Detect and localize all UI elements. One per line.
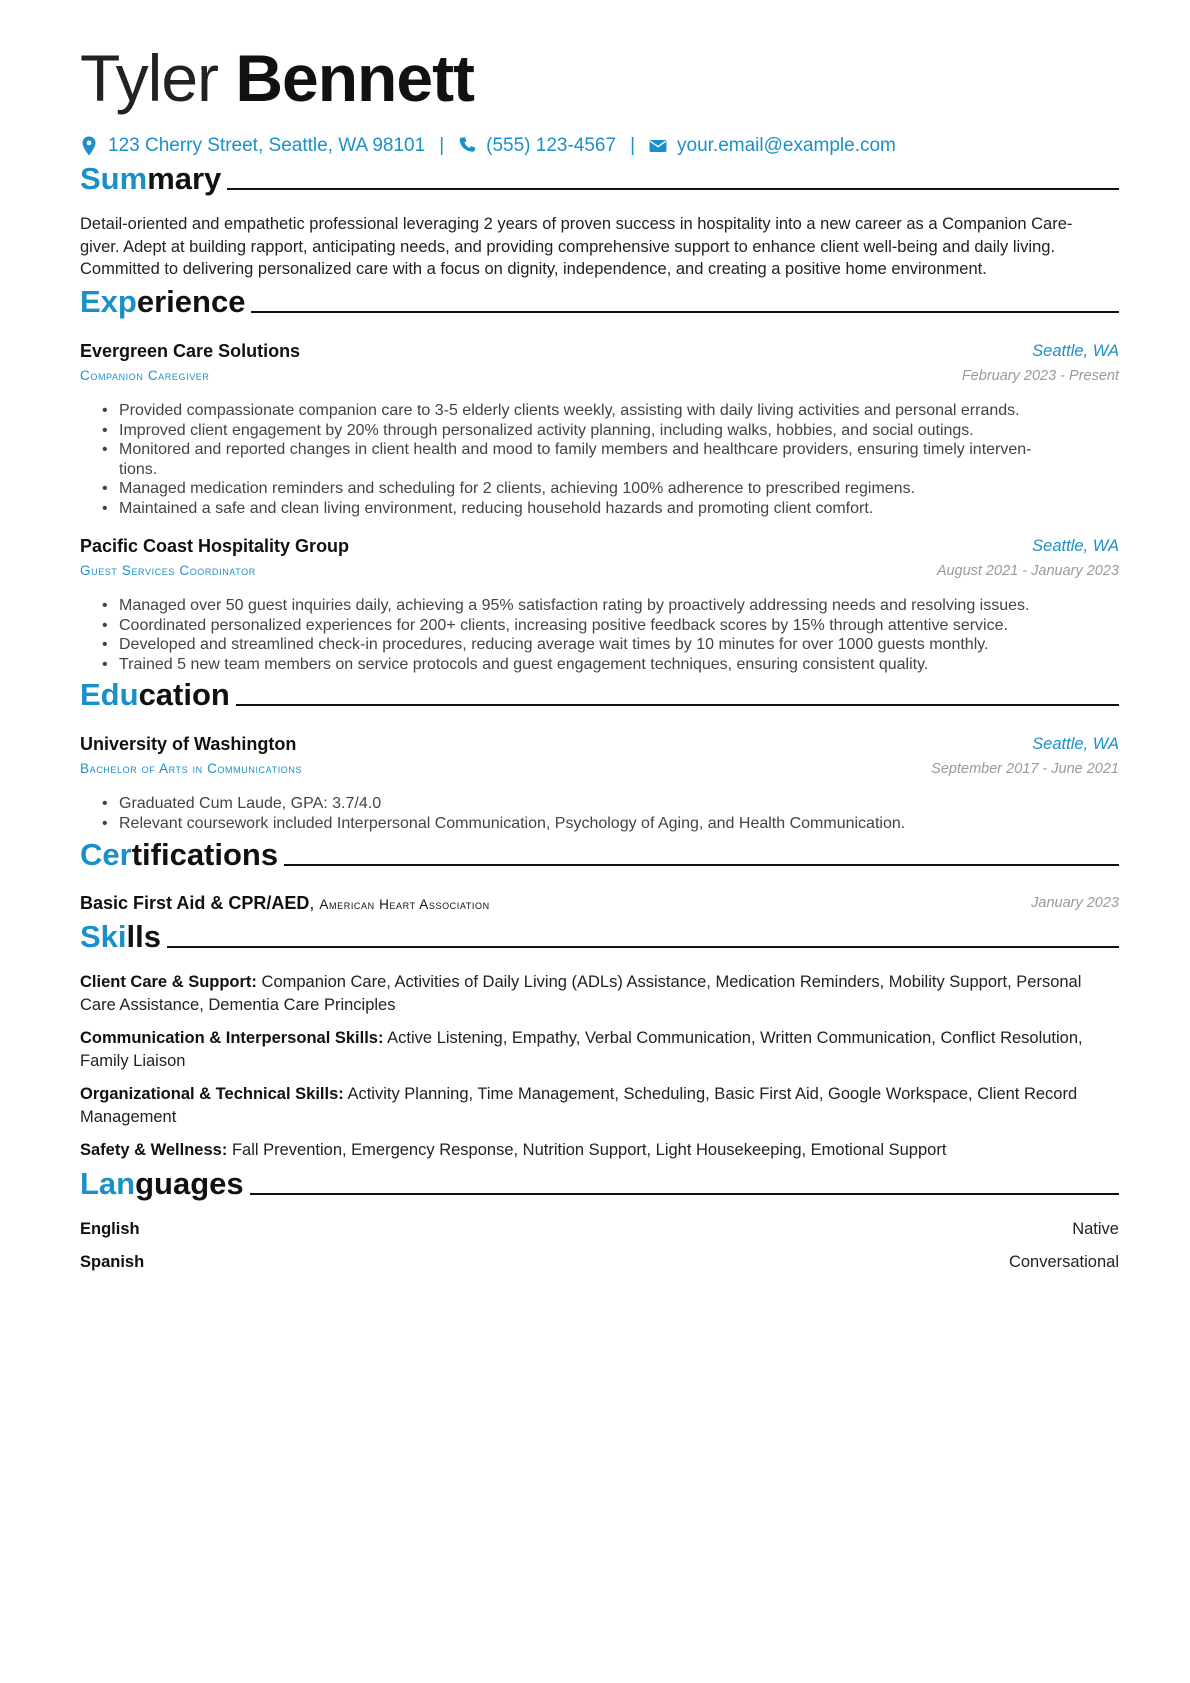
last-name: Bennett — [235, 41, 475, 115]
skill-group-label: Communication & Interpersonal Skills: — [80, 1029, 384, 1047]
certification-issuer: American Heart Association — [319, 897, 490, 912]
section-title: Skills — [80, 919, 161, 954]
education-location: Seattle, WA — [1032, 735, 1119, 753]
section-rule — [250, 1193, 1119, 1195]
section-title: Languages — [80, 1166, 244, 1201]
language-row — [80, 1218, 1119, 1240]
job-bullets — [102, 401, 1119, 518]
address-text: 123 Cherry Street, Seattle, WA 98101 — [108, 135, 426, 156]
contact-separator: | — [439, 135, 445, 156]
section-skills-heading — [80, 914, 1119, 956]
skill-group — [80, 971, 1119, 1016]
section-title: Summary — [80, 161, 222, 196]
list-item: • Provided compassionate companion care to 3-5 elderly clients weekly, assisting with daily living activities and personal errands. — [102, 401, 1119, 421]
section-certifications-heading — [80, 832, 1119, 874]
list-item: • Improved client engagement by 20% through personalized activity planning, including walks, hobbies, and social outings. — [102, 421, 1119, 441]
job-location: Seattle, WA — [1032, 537, 1119, 555]
skill-group — [80, 1083, 1119, 1128]
section-summary-heading — [80, 156, 1119, 198]
skill-group — [80, 1027, 1119, 1072]
skill-group-label: Safety & Wellness: — [80, 1141, 228, 1159]
language-name: Spanish — [80, 1253, 145, 1271]
section-rule — [227, 188, 1119, 190]
section-title: Experience — [80, 284, 246, 319]
skill-group-values: Companion Care, Activities of Daily Living (ADLs) Assistance, Medication Reminders, Mobility Support, Personal Care Assistance, Dementia Care Principles — [80, 973, 1082, 1014]
map-pin-icon — [80, 136, 98, 156]
section-rule — [236, 704, 1119, 706]
language-level: Conversational — [1008, 1253, 1119, 1271]
skill-group-label: Organizational & Technical Skills: — [80, 1085, 344, 1103]
education-school: University of Washington — [80, 734, 297, 754]
summary-text: Detail-oriented and empathetic professional leveraging 2 years of proven success in hospitality into a new career as a Companion Care- giver. Adept at building rapport, anticipating needs, and providing comprehensive support to enhance client well-being and daily living. Committed to delivering personalized care with a focus on dignity, independence, and creating a positive home environment. — [80, 215, 1073, 278]
section-rule — [251, 311, 1119, 313]
job-bullets — [102, 596, 1119, 674]
job-company: Evergreen Care Solutions — [80, 341, 301, 361]
certification-item: Basic First Aid & CPR/AED, American Heart Association — [80, 893, 490, 913]
section-title: Certifications — [80, 837, 279, 872]
skill-group-values: Activity Planning, Time Management, Scheduling, Basic First Aid, Google Workspace, Client Record Management — [80, 1085, 1078, 1126]
job-role: Guest Services Coordinator — [80, 563, 256, 578]
envelope-icon — [649, 136, 667, 156]
education-bullets — [102, 794, 1119, 833]
contact-separator: | — [630, 135, 636, 156]
job-location: Seattle, WA — [1032, 342, 1119, 360]
email-link[interactable]: your.email@example.com — [677, 135, 896, 156]
certification-date: January 2023 — [1031, 895, 1119, 911]
certification-name: Basic First Aid & CPR/AED — [80, 893, 310, 913]
skill-group-values: Fall Prevention, Emergency Response, Nutrition Support, Light Housekeeping, Emotional Support — [231, 1141, 947, 1159]
job-company: Pacific Coast Hospitality Group — [80, 536, 350, 556]
section-rule — [167, 946, 1119, 948]
list-item: • Managed medication reminders and scheduling for 2 clients, achieving 100% adherence to prescribed regimens. — [102, 479, 1119, 499]
list-item: • Graduated Cum Laude, GPA: 3.7/4.0 — [102, 794, 1119, 814]
skill-group-values: Active Listening, Empathy, Verbal Communication, Written Communication, Conflict Resolution, Family Liaison — [80, 1029, 1083, 1070]
phone-text: (555) 123-4567 — [486, 135, 617, 156]
section-education-heading — [80, 672, 1119, 714]
first-name: Tyler — [80, 41, 219, 115]
language-name: English — [80, 1220, 140, 1238]
phone-icon — [458, 136, 476, 156]
list-item: • Maintained a safe and clean living environment, reducing household hazards and promoting client comfort. — [102, 499, 1119, 519]
job-dates: August 2021 - January 2023 — [936, 563, 1119, 579]
candidate-name — [80, 38, 474, 118]
job-role: Companion Caregiver — [80, 368, 210, 383]
list-item: • Monitored and reported changes in client health and mood to family members and healthcare providers, ensuring timely interven- tions. — [102, 440, 1119, 479]
list-item: • Developed and streamlined check-in procedures, reducing average wait times by 10 minutes for over 1000 guests monthly. — [102, 635, 1119, 655]
section-languages-heading — [80, 1161, 1119, 1203]
language-level: Native — [1072, 1220, 1119, 1238]
language-row — [80, 1251, 1119, 1273]
section-experience-heading — [80, 279, 1119, 321]
section-title: Education — [80, 677, 230, 712]
list-item: • Managed over 50 guest inquiries daily, achieving a 95% satisfaction rating by proactively addressing needs and resolving issues. — [102, 596, 1119, 616]
education-degree: Bachelor of Arts in Communications — [80, 761, 303, 776]
list-item: • Coordinated personalized experiences for 200+ clients, increasing positive feedback scores by 15% through attentive service. — [102, 616, 1119, 636]
section-rule — [284, 864, 1119, 866]
list-item: • Trained 5 new team members on service protocols and guest engagement techniques, ensuring consistent quality. — [102, 655, 1119, 675]
skill-group — [80, 1139, 1119, 1162]
skill-group-label: Client Care & Support: — [80, 973, 257, 991]
list-item: • Relevant coursework included Interpersonal Communication, Psychology of Aging, and Health Communication. — [102, 814, 1119, 834]
education-dates: September 2017 - June 2021 — [931, 761, 1119, 777]
job-dates: February 2023 - Present — [961, 368, 1119, 384]
